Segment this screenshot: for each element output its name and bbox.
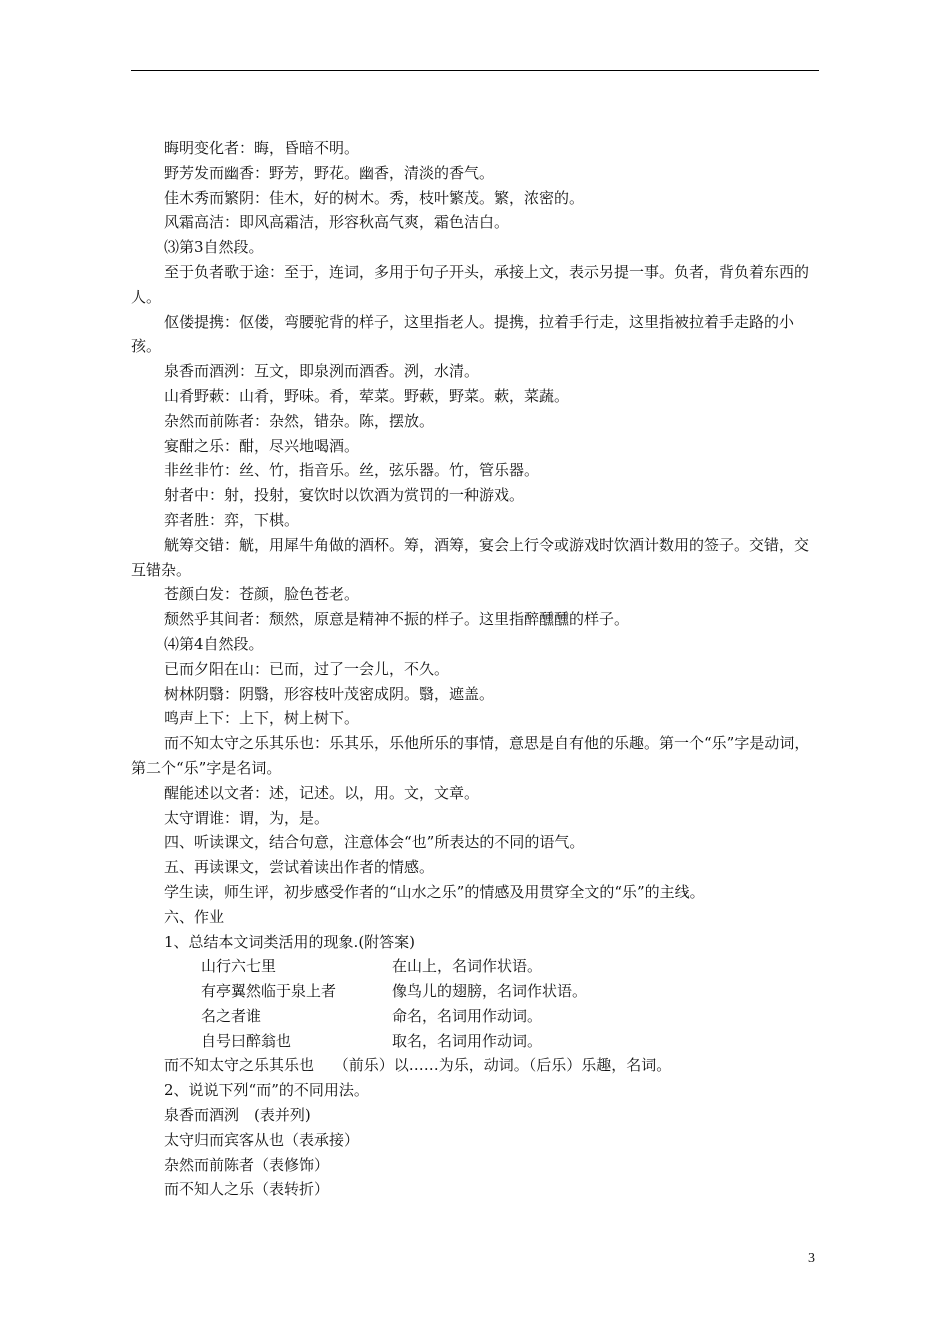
paragraph: 杂然而前陈者（表修饰）	[164, 1155, 330, 1174]
paragraph: 颓然乎其间者：颓然，原意是精神不振的样子。这里指醉醺醺的样子。	[164, 610, 630, 629]
explanation: 命名，名词用作动词。	[392, 1006, 543, 1025]
paragraph: 树林阴翳：阴翳，形容枝叶茂密成阴。翳，遮盖。	[164, 684, 495, 703]
phrase: 名之者谁	[201, 1006, 262, 1025]
phrase: 自号曰醉翁也	[201, 1031, 292, 1050]
paragraph: 而不知人之乐（表转折）	[164, 1180, 330, 1199]
paragraph: 野芳发而幽香：野芳，野花。幽香，清淡的香气。	[164, 163, 495, 182]
paragraph: 泉香而酒洌 (表并列)	[164, 1106, 311, 1125]
table-row	[131, 1029, 819, 1054]
phrase: 山行六七里	[201, 957, 277, 976]
explanation: 在山上，名词作状语。	[392, 957, 543, 976]
paragraph: 非丝非竹：丝、竹，指音乐。丝，弦乐器。竹，管乐器。	[164, 461, 540, 480]
header-rule	[131, 70, 819, 71]
word-usage-table	[131, 954, 819, 1053]
paragraph: 太守谓谁：谓，为，是。	[164, 808, 330, 827]
page-content	[131, 136, 819, 1202]
table-row	[131, 1004, 819, 1029]
paragraph: 鸣声上下：上下，树上树下。	[164, 709, 360, 728]
paragraph: 六、作业	[164, 907, 225, 926]
paragraph: 而不知太守之乐其乐也：乐其乐，乐他所乐的事情，意思是自有他的乐趣。第一个“乐”字是动词，第二个“乐”字是名词。	[131, 734, 810, 777]
paragraph: 风霜高洁：即风高霜洁，形容秋高气爽，霜色洁白。	[164, 213, 510, 232]
paragraph: 苍颜白发：苍颜，脸色苍老。	[164, 585, 360, 604]
table-row	[131, 979, 819, 1004]
paragraph: 四、听读课文，结合句意，注意体会“也”所表达的不同的语气。	[164, 833, 585, 852]
explanation: 像鸟儿的翅膀，名词作状语。	[392, 982, 588, 1001]
paragraph: 学生读，师生评，初步感受作者的“山水之乐”的情感及用贯穿全文的“乐”的主线。	[164, 882, 705, 901]
paragraph: 2、说说下列“而”的不同用法。	[164, 1081, 369, 1100]
page-number: 3	[808, 1251, 815, 1266]
phrase: 有亭翼然临于泉上者	[201, 982, 337, 1001]
paragraphs-b	[131, 1053, 819, 1202]
paragraph: 佳木秀而繁阴：佳木，好的树木。秀，枝叶繁茂。繁，浓密的。	[164, 188, 585, 207]
paragraph: 醒能述以文者：述，记述。以，用。文，文章。	[164, 783, 480, 802]
paragraph: 而不知太守之乐其乐也 （前乐）以……为乐，动词。（后乐）乐趣，名词。	[164, 1056, 672, 1075]
paragraph: 1、总结本文词类活用的现象.(附答案)	[164, 932, 416, 951]
paragraph: 至于负者歌于途：至于，连词，多用于句子开头，承接上文，表示另提一事。负者，背负着东西的人。	[131, 262, 810, 306]
paragraph: 伛偻提携：伛偻，弯腰驼背的样子，这里指老人。提携，拉着手行走，这里指被拉着手走路的小孩。	[131, 312, 795, 356]
table-row	[131, 954, 819, 979]
paragraph: ⑷第4自然段。	[164, 634, 264, 653]
paragraph: 宴酣之乐：酣，尽兴地喝酒。	[164, 436, 360, 455]
paragraph: 射者中：射，投射，宴饮时以饮酒为赏罚的一种游戏。	[164, 486, 525, 505]
paragraph: 杂然而前陈者：杂然，错杂。陈，摆放。	[164, 411, 435, 430]
paragraphs-a	[131, 136, 819, 954]
paragraph: 五、再读课文，尝试着读出作者的情感。	[164, 858, 435, 877]
paragraph: ⑶第3自然段。	[164, 238, 264, 257]
paragraph: 晦明变化者：晦，昏暗不明。	[164, 139, 360, 157]
paragraph: 山肴野蔌：山肴，野味。肴，荤菜。野蔌，野菜。蔌，菜蔬。	[164, 386, 570, 405]
paragraph: 泉香而酒洌：互文，即泉洌而酒香。洌，水清。	[164, 362, 480, 381]
paragraph: 弈者胜：弈，下棋。	[164, 510, 300, 529]
paragraph: 已而夕阳在山：已而，过了一会儿，不久。	[164, 659, 450, 678]
explanation: 取名，名词用作动词。	[392, 1031, 543, 1050]
paragraph: 太守归而宾客从也（表承接）	[164, 1130, 360, 1149]
paragraph: 觥筹交错：觥，用犀牛角做的酒杯。筹，酒筹，宴会上行令或游戏时饮酒计数用的签子。交错，交互错杂。	[131, 535, 810, 579]
